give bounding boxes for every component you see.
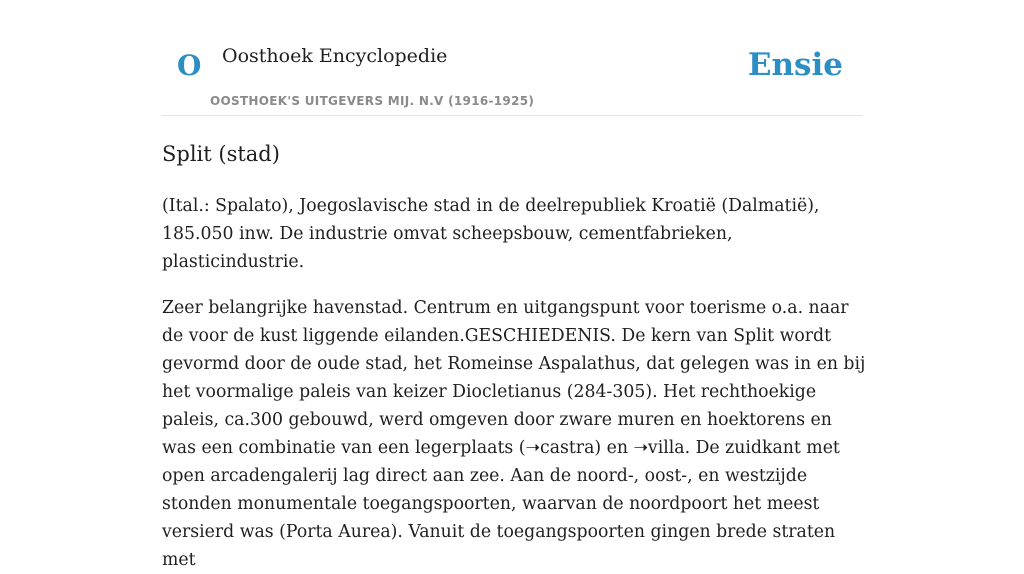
article-title: Split (stad) bbox=[162, 142, 280, 166]
content-column bbox=[162, 0, 866, 574]
article-paragraph: Zeer belangrijke havenstad. Centrum en uitgangspunt voor toerisme o.a. naar de voor de kust liggende eilanden.GESCHIEDENIS. De kern van Split wordt gevormd door de oude stad, het Romeinse Aspalathus, dat gelegen was in en bij het voormalige paleis van keizer Diocletianus (284-305). Het rechthoekige paleis, ca.300 gebouwd, werd omgeven door zware muren en hoektorens en was een combinatie van een legerplaats (➝castra) en ➝villa. De zuidkant met open arcadengalerij lag direct aan zee. Aan de noord-, oost-, en westzijde stonden monumentale toegangspoorten, waarvan de noordpoort het meest versierd was (Porta Aurea). Vanuit de toegangspoorten gingen brede straten met bbox=[162, 298, 866, 571]
source-title[interactable]: Oosthoek Encyclopedie bbox=[222, 45, 448, 67]
ensie-logo-link[interactable]: Ensie bbox=[747, 47, 843, 83]
site-header bbox=[162, 0, 862, 116]
source-subtitle: OOSTHOEK'S UITGEVERS MIJ. N.V (1916-1925) bbox=[210, 94, 535, 108]
article-paragraph: (Ital.: Spalato), Joegoslavische stad in de deelrepubliek Kroatië (Dalmatië), 185.050 inw. De industrie omvat scheepsbouw, cementfabrieken, plasticindustrie. bbox=[162, 196, 820, 273]
source-logo-icon[interactable]: O bbox=[177, 49, 202, 82]
